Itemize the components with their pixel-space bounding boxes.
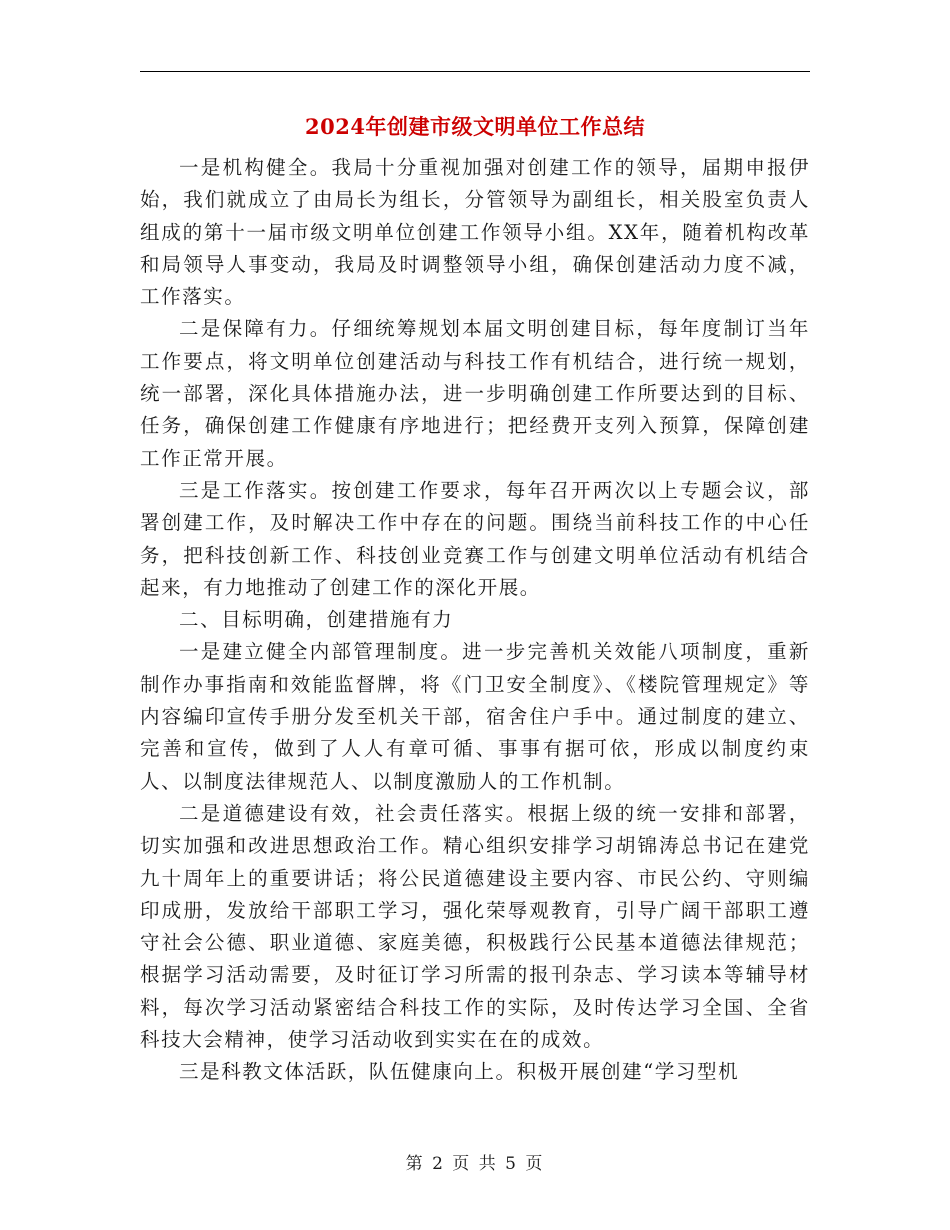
paragraph-5: 二是道德建设有效，社会责任落实。根据上级的统一安排和部署，切实加强和改进思想政治工作。精心组织安排学习胡锦涛总书记在建党九十周年上的重要讲话；将公民道德建设主要内容、市民公约、守则编印成册，发放给干部职工学习，强化荣辱观教育，引导广阔干部职工遵守社会公德、职业道德、家庭美德，积极践行公民基本道德法律规范；根据学习活动需要，及时征订学习所需的报刊杂志、学习读本等辅导材料，每次学习活动紧密结合科技工作的实际，及时传达学习全国、全省科技大会精神，使学习活动收到实实在在的成效。	[140, 801, 810, 1052]
header-rule	[140, 71, 810, 72]
section-heading: 二、目标明确，创建措施有力	[179, 608, 454, 632]
document-body	[140, 152, 810, 1089]
paragraph-2: 二是保障有力。仔细统筹规划本届文明创建目标，每年度制订当年工作要点，将文明单位创建活动与科技工作有机结合，进行统一规划，统一部署，深化具体措施办法，进一步明确创建工作所要达到的目标、任务，确保创建工作健康有序地进行；把经费开支列入预算，保障创建工作正常开展。	[140, 317, 810, 470]
document-title: 2024年创建市级文明单位工作总结	[305, 114, 645, 139]
paragraph-4: 一是建立健全内部管理制度。进一步完善机关效能八项制度，重新制作办事指南和效能监督牌，将《门卫安全制度》、《楼院管理规定》等内容编印宣传手册分发至机关干部，宿舍住户手中。通过制度的建立、完善和宣传，做到了人人有章可循、事事有据可依，形成以制度约束人、以制度法律规范人、以制度激励人的工作机制。	[140, 640, 810, 793]
paragraph-6: 三是科教文体活跃，队伍健康向上。积极开展创建“学习型机	[179, 1060, 740, 1084]
paragraph-1: 一是机构健全。我局十分重视加强对创建工作的领导，届期申报伊始，我们就成立了由局长为组长，分管领导为副组长，相关股室负责人组成的第十一届市级文明单位创建工作领导小组。XX年，随着机构改革和局领导人事变动，我局及时调整领导小组，确保创建活动力度不减，工作落实。	[140, 156, 810, 309]
paragraph-3: 三是工作落实。按创建工作要求，每年召开两次以上专题会议，部署创建工作，及时解决工作中存在的问题。围绕当前科技工作的中心任务，把科技创新工作、科技创业竞赛工作与创建文明单位活动有机结合起来，有力地推动了创建工作的深化开展。	[140, 478, 810, 599]
page-number: 第 2 页 共 5 页	[405, 1154, 545, 1174]
